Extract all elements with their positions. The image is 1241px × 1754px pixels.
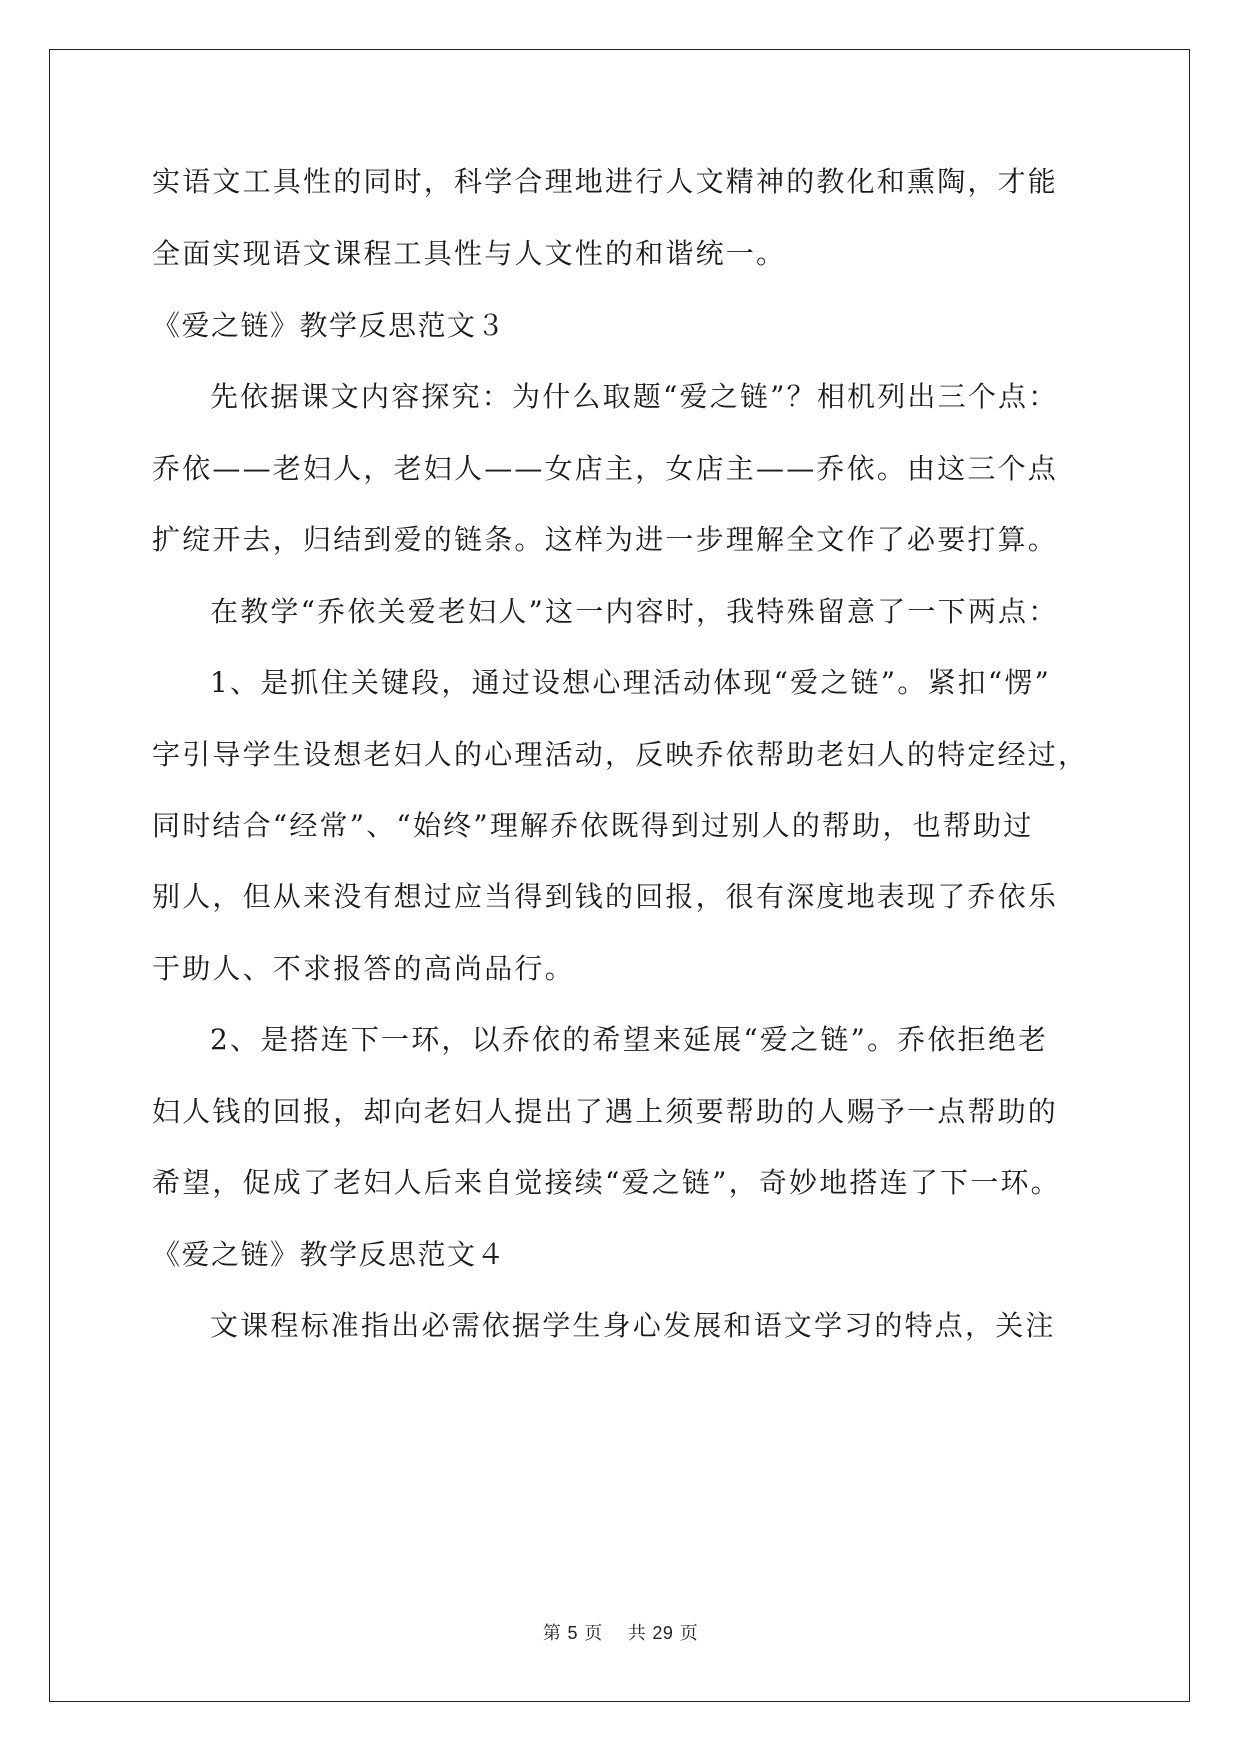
paragraph-line: 1、是抓住关键段，通过设想心理活动体现“爱之链”。紧扣“愣” [210,666,1052,699]
paragraph-line: 妇人钱的回报，却向老妇人提出了遇上须要帮助的人赐予一点帮助的 [152,1095,1059,1128]
total-pages: 29 [652,1623,674,1643]
paragraph-line: 2、是搭连下一环，以乔依的希望来延展“爱之链”。乔依拒绝老 [210,1023,1049,1056]
page-border [49,49,1190,1702]
page-footer [0,1621,1241,1646]
paragraph-line: 别人，但从来没有想过应当得到钱的回报，很有深度地表现了乔依乐 [152,880,1059,913]
paragraph-line: 实语文工具性的同时，科学合理地进行人文精神的教化和熏陶，才能 [152,165,1059,198]
paragraph-line: 扩绽开去，归结到爱的链条。这样为进一步理解全文作了必要打算。 [152,523,1059,556]
paragraph-line: 乔依——老妇人，老妇人——女店主，女店主——乔依。由这三个点 [152,452,1059,485]
page-prefix: 第 [542,1623,562,1644]
total-suffix: 页 [679,1623,699,1644]
paragraph-line: 全面实现语文课程工具性与人文性的和谐统一。 [152,237,787,270]
page-number: 5 [567,1623,579,1643]
paragraph-line: 同时结合“经常”、“始终”理解乔依既得到过别人的帮助，也帮助过 [152,809,1034,842]
paragraph-line: 在教学“乔依关爱老妇人”这一内容时，我特殊留意了一下两点： [210,595,1059,628]
section-heading: 《爱之链》教学反思范文４ [152,1238,507,1271]
paragraph-line: 文课程标准指出必需依据学生身心发展和语文学习的特点，关注 [210,1309,1056,1342]
paragraph-line: 先依据课文内容探究：为什么取题“爱之链”？相机列出三个点： [210,380,1059,413]
paragraph-line: 于助人、不求报答的高尚品行。 [152,952,575,985]
total-prefix: 共 [627,1623,647,1644]
paragraph-line: 希望，促成了老妇人后来自觉接续“爱之链”，奇妙地搭连了下一环。 [152,1166,1061,1199]
paragraph-line: 字引导学生设想老妇人的心理活动，反映乔依帮助老妇人的特定经过， [152,738,1089,771]
page-suffix: 页 [584,1623,603,1644]
section-heading: 《爱之链》教学反思范文３ [152,309,507,342]
